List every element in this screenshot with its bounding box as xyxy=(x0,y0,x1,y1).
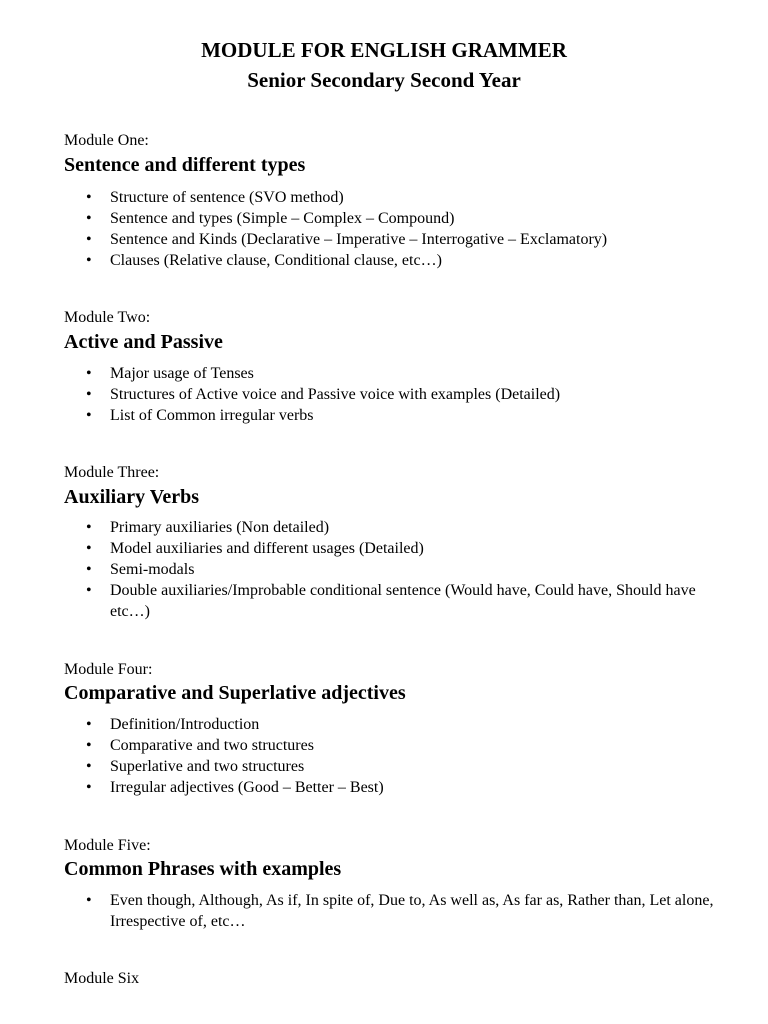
list-item: • Definition/Introduction xyxy=(64,714,734,735)
list-item: • Structures of Active voice and Passive voice with examples (Detailed) xyxy=(64,384,734,405)
module-six-label: Module Six xyxy=(64,970,140,987)
module-three-list xyxy=(64,517,734,622)
module-five-heading: Common Phrases with examples xyxy=(64,858,342,880)
list-item: • Major usage of Tenses xyxy=(64,363,734,384)
module-four-label: Module Four: xyxy=(64,661,153,678)
module-three-label: Module Three: xyxy=(64,464,160,481)
list-item: • Sentence and types (Simple – Complex – Compound) xyxy=(64,208,734,229)
module-one-list xyxy=(64,187,734,271)
module-two-label: Module Two: xyxy=(64,309,151,326)
list-item: • Double auxiliaries/Improbable conditional sentence (Would have, Could have, Should have etc…) xyxy=(64,580,734,622)
module-one-label: Module One: xyxy=(64,132,149,149)
list-item: • Comparative and two structures xyxy=(64,735,734,756)
list-item: • List of Common irregular verbs xyxy=(64,405,734,426)
module-five-label: Module Five: xyxy=(64,837,151,854)
module-four-heading: Comparative and Superlative adjectives xyxy=(64,682,406,704)
list-item: • Even though, Although, As if, In spite of, Due to, As well as, As far as, Rather than, Let alone, Irrespective of, etc… xyxy=(64,890,734,932)
list-item: • Irregular adjectives (Good – Better – Best) xyxy=(64,777,734,798)
module-two-heading: Active and Passive xyxy=(64,331,223,353)
list-item: • Clauses (Relative clause, Conditional clause, etc…) xyxy=(64,250,734,271)
list-item: • Sentence and Kinds (Declarative – Imperative – Interrogative – Exclamatory) xyxy=(64,229,734,250)
module-four-list xyxy=(64,714,734,798)
document-title: MODULE FOR ENGLISH GRAMMER xyxy=(201,38,567,62)
document-subtitle: Senior Secondary Second Year xyxy=(247,68,521,92)
list-item: • Semi-modals xyxy=(64,559,734,580)
list-item: • Primary auxiliaries (Non detailed) xyxy=(64,517,734,538)
module-five-list xyxy=(64,890,734,932)
list-item: • Structure of sentence (SVO method) xyxy=(64,187,734,208)
module-one-heading: Sentence and different types xyxy=(64,154,306,176)
module-two-list xyxy=(64,363,734,426)
module-three-heading: Auxiliary Verbs xyxy=(64,486,200,508)
list-item: • Superlative and two structures xyxy=(64,756,734,777)
list-item: • Model auxiliaries and different usages (Detailed) xyxy=(64,538,734,559)
